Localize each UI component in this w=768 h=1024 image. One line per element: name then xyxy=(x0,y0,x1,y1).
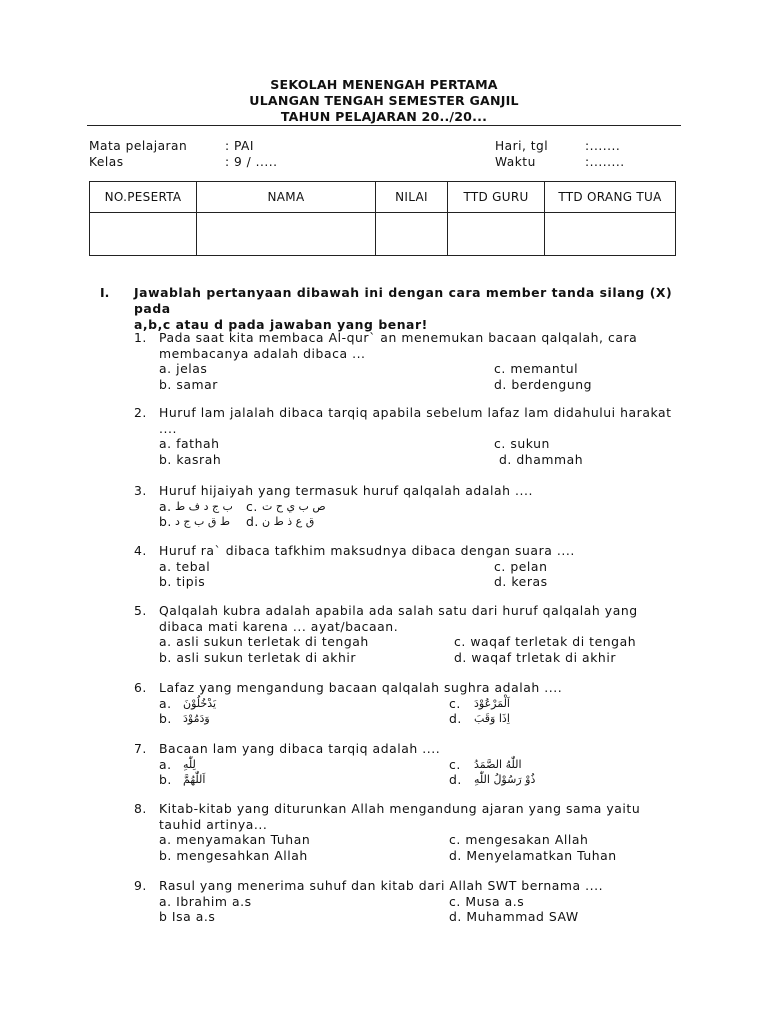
question-9 xyxy=(134,878,684,925)
school-name: SEKOLAH MENENGAH PERTAMA xyxy=(270,77,498,92)
question-4 xyxy=(134,543,684,590)
cell-ttd-guru[interactable] xyxy=(448,213,545,256)
option-d[interactable]: d. xyxy=(449,772,462,787)
question-number: 2. xyxy=(134,405,147,420)
cell-ttd-orang-tua[interactable] xyxy=(545,213,676,256)
question-3 xyxy=(134,483,684,530)
option-b-arabic: وَدَمُوْدَ xyxy=(183,712,210,725)
question-number: 4. xyxy=(134,543,147,558)
question-text: Huruf ra` dibaca tafkhim maksudnya dibaca dengan suara .... xyxy=(159,543,575,558)
hari-value: :....... xyxy=(585,139,621,153)
col-ttd-orang-tua: TTD ORANG TUA xyxy=(545,182,676,213)
col-ttd-guru: TTD GURU xyxy=(448,182,545,213)
question-text: Lafaz yang mengandung bacaan qalqalah sughra adalah .... xyxy=(159,680,563,695)
question-6 xyxy=(134,680,684,727)
cell-nama[interactable] xyxy=(197,213,376,256)
option-c[interactable]: c. mengesakan Allah xyxy=(449,832,589,847)
cell-nilai[interactable] xyxy=(376,213,448,256)
option-a[interactable]: a. Ibrahim a.s xyxy=(159,893,252,909)
option-a[interactable]: a. tebal xyxy=(159,558,211,574)
question-7 xyxy=(134,741,684,788)
question-text: Rasul yang menerima suhuf dan kitab dari Allah SWT bernama .... xyxy=(159,878,604,893)
header-divider xyxy=(87,125,681,126)
option-a[interactable]: a. xyxy=(159,695,172,711)
question-8 xyxy=(134,801,684,863)
option-d[interactable]: d. keras xyxy=(494,574,548,589)
option-a-arabic: لِلّٰهِ xyxy=(183,757,196,771)
option-d[interactable]: d. waqaf trletak di akhir xyxy=(454,649,616,665)
option-b-arabic: ط ق ب ج د xyxy=(175,515,231,528)
option-d[interactable]: d. Muhammad SAW xyxy=(449,909,579,924)
option-a[interactable]: a. xyxy=(159,498,172,514)
question-number: 8. xyxy=(134,801,147,816)
option-c[interactable]: c. memantul xyxy=(494,361,579,376)
option-c[interactable]: c. xyxy=(449,695,461,711)
col-nama: NAMA xyxy=(197,182,376,213)
question-text: Huruf hijaiyah yang termasuk huruf qalqalah adalah .... xyxy=(159,483,533,498)
mapel-label: Mata pelajaran xyxy=(89,139,188,153)
option-b[interactable]: b. xyxy=(159,772,172,787)
question-number: 6. xyxy=(134,680,147,695)
option-b[interactable]: b. asli sukun terletak di akhir xyxy=(159,649,357,665)
option-b[interactable]: b Isa a.s xyxy=(159,909,216,924)
question-number: 9. xyxy=(134,878,147,893)
waktu-value: :........ xyxy=(585,155,625,169)
option-c[interactable]: c. sukun xyxy=(494,436,550,451)
question-text-cont: dibaca mati karena ... ayat/bacaan. xyxy=(159,618,399,634)
option-a[interactable]: a. xyxy=(159,756,172,772)
option-a-arabic: ب ج د ف ط xyxy=(175,499,233,513)
option-a-arabic: يَدْخُلُوْنَ xyxy=(183,696,217,710)
question-text-cont: .... xyxy=(159,420,177,436)
question-text-cont: membacanya adalah dibaca ... xyxy=(159,345,366,361)
option-a[interactable]: a. fathah xyxy=(159,436,220,451)
student-table-row xyxy=(90,213,676,256)
option-b[interactable]: b. xyxy=(159,711,172,726)
option-d-arabic: اِذَا وَقَبَ xyxy=(474,712,510,725)
student-table-header xyxy=(90,182,676,213)
question-text-cont: tauhid artinya... xyxy=(159,816,268,832)
student-table xyxy=(89,181,676,256)
question-number: 3. xyxy=(134,483,147,498)
mapel-value: : PAI xyxy=(225,139,254,153)
hari-label: Hari, tgl xyxy=(495,139,549,153)
academic-year: TAHUN PELAJARAN 20../20... xyxy=(280,109,488,124)
option-c-arabic: اَلْمَرْعُوْدَ xyxy=(474,696,510,710)
question-number: 7. xyxy=(134,741,147,756)
question-1 xyxy=(134,330,684,392)
question-5 xyxy=(134,603,684,665)
question-text: Bacaan lam yang dibaca tarqiq adalah .... xyxy=(159,741,441,756)
option-a[interactable]: a. asli sukun terletak di tengah xyxy=(159,634,369,649)
option-d-arabic: ق ع ذ ط ن xyxy=(262,515,315,528)
option-a[interactable]: a. menyamakan Tuhan xyxy=(159,832,311,847)
option-b[interactable]: b. tipis xyxy=(159,574,206,589)
question-number: 1. xyxy=(134,330,147,345)
waktu-label: Waktu xyxy=(495,155,536,169)
exam-title: ULANGAN TENGAH SEMESTER GANJIL xyxy=(249,93,519,108)
col-nilai: NILAI xyxy=(376,182,448,213)
option-d[interactable]: d. berdengung xyxy=(494,376,593,392)
option-a[interactable]: a. jelas xyxy=(159,361,208,376)
option-b[interactable]: b. samar xyxy=(159,376,218,392)
question-text: Pada saat kita membaca Al-qur` an menemukan bacaan qalqalah, cara xyxy=(159,330,638,345)
option-c[interactable]: c. xyxy=(246,498,258,514)
exam-header xyxy=(0,77,768,125)
option-c-arabic: ص ب ي ح ت xyxy=(262,499,326,513)
section-number: I. xyxy=(100,285,110,300)
option-d[interactable]: d. xyxy=(246,514,259,529)
question-number: 5. xyxy=(134,603,147,618)
option-b-arabic: اَللّٰهُمَّ xyxy=(183,773,206,786)
option-d[interactable]: d. xyxy=(449,711,462,726)
cell-no-peserta[interactable] xyxy=(90,213,197,256)
question-text: Kitab-kitab yang diturunkan Allah mengandung ajaran yang sama yaitu xyxy=(159,801,641,816)
option-d-arabic: ذُوْ رَسُوْلُ اللّٰهِ xyxy=(474,773,536,786)
col-no-peserta: NO.PESERTA xyxy=(90,182,197,213)
kelas-label: Kelas xyxy=(89,155,124,169)
option-b[interactable]: b. mengesahkan Allah xyxy=(159,847,308,863)
kelas-value: : 9 / ..... xyxy=(225,155,278,169)
question-text: Huruf lam jalalah dibaca tarqiq apabila sebelum lafaz lam didahului harakat xyxy=(159,405,672,420)
option-b[interactable]: b. xyxy=(159,514,172,529)
question-2 xyxy=(134,405,684,467)
option-c[interactable]: c. waqaf terletak di tengah xyxy=(454,634,637,649)
option-d[interactable]: d. dhammah xyxy=(499,451,584,467)
option-c[interactable]: c. pelan xyxy=(494,558,548,574)
question-text: Qalqalah kubra adalah apabila ada salah satu dari huruf qalqalah yang xyxy=(159,603,638,618)
option-c[interactable]: c. Musa a.s xyxy=(449,893,525,909)
section-instruction: Jawablah pertanyaan dibawah ini dengan cara member tanda silang (X) pada a,b,c atau d pada jawaban yang benar! xyxy=(134,285,673,332)
option-c[interactable]: c. xyxy=(449,756,461,772)
option-b[interactable]: b. kasrah xyxy=(159,451,222,467)
option-c-arabic: اللّٰهُ الصَّمَدُ xyxy=(474,757,522,771)
option-d[interactable]: d. Menyelamatkan Tuhan xyxy=(449,847,617,863)
